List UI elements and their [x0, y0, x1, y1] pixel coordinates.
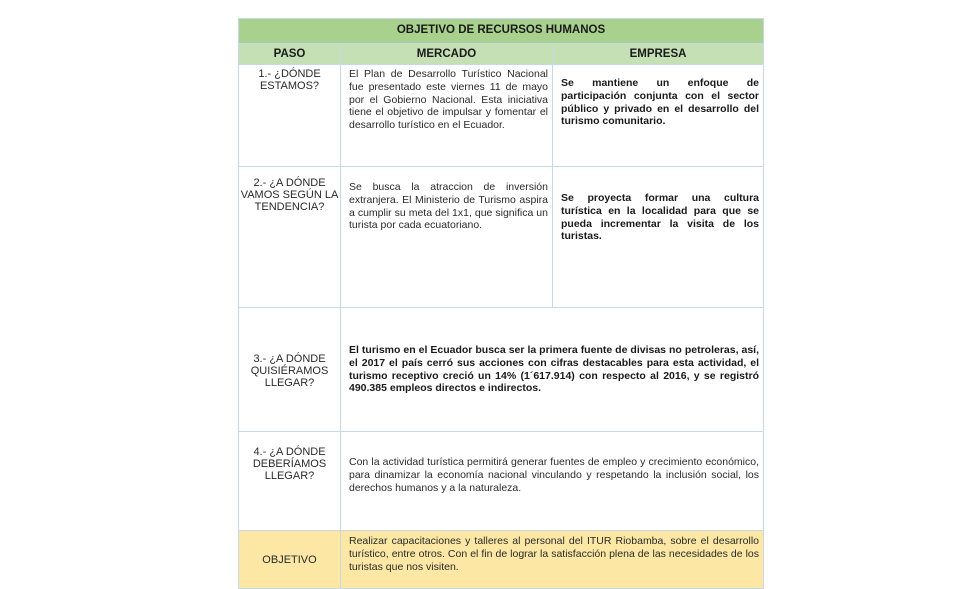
header-paso: PASO: [239, 44, 341, 65]
header-mercado: MERCADO: [341, 44, 553, 65]
title-row: [239, 19, 764, 44]
step-label: 4.- ¿A DÓNDE DEBERÍAMOS LLEGAR?: [239, 432, 341, 531]
empresa-cell: Se mantiene un enfoque de participación conjunta con el sector público y privado en el desarrollo del turismo comunitario.: [553, 65, 764, 167]
header-row: [239, 44, 764, 65]
hr-objectives-table: [238, 18, 763, 573]
objectives-grid: [238, 18, 764, 589]
empresa-cell: Se proyecta formar una cultura turística en la localidad para que se pueda incrementar la visita de los turistas.: [553, 167, 764, 308]
merged-cell: El turismo en el Ecuador busca ser la primera fuente de divisas no petroleras, así, el 2017 el país cerró sus acciones con cifras destacables para esta actividad, el turismo receptivo creció un 14% (1´617.914) con respecto al 2016, y se registró 490.385 empleos directos e indirectos.: [341, 308, 764, 432]
table-row: [239, 432, 764, 531]
table-title: OBJETIVO DE RECURSOS HUMANOS: [239, 19, 764, 44]
mercado-cell: Se busca la atraccion de inversión extranjera. El Ministerio de Turismo aspira a cumplir su meta del 1x1, que significa un turista por cada ecuatoriano.: [341, 167, 553, 308]
step-label: 3.- ¿A DÓNDE QUISIÉRAMOS LLEGAR?: [239, 308, 341, 432]
table-row: [239, 531, 764, 589]
mercado-cell: El Plan de Desarrollo Turístico Nacional fue presentado este viernes 11 de mayo por el Gobierno Nacional. Esta iniciativa tiene el objetivo de impulsar y fomentar el desarrollo turístico en el Ecuador.: [341, 65, 553, 167]
table-row: [239, 65, 764, 167]
step-label: OBJETIVO: [239, 531, 341, 589]
merged-cell: Con la actividad turística permitirá generar fuentes de empleo y crecimiento económico, para dinamizar la economía nacional vinculando y respetando la inclusión social, los derechos humanos y a la naturaleza.: [341, 432, 764, 531]
step-label: 1.- ¿DÓNDE ESTAMOS?: [239, 65, 341, 167]
table-row: [239, 167, 764, 308]
step-label: 2.- ¿A DÓNDE VAMOS SEGÚN LA TENDENCIA?: [239, 167, 341, 308]
header-empresa: EMPRESA: [553, 44, 764, 65]
merged-cell: Realizar capacitaciones y talleres al personal del ITUR Riobamba, sobre el desarrollo turístico, entre otros. Con el fin de lograr la satisfacción plena de las necesidades de los turistas que nos visiten.: [341, 531, 764, 589]
table-row: [239, 308, 764, 432]
